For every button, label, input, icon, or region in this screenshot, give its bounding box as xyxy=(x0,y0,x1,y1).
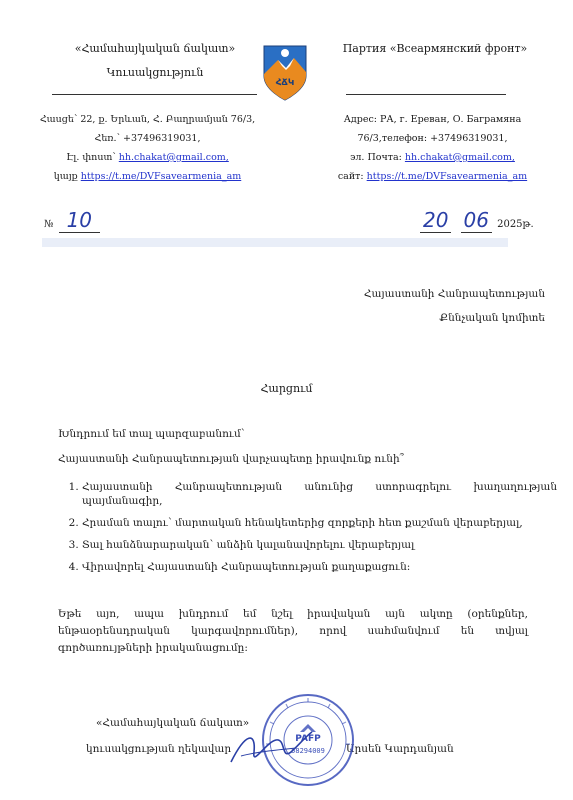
right-site-label: сайт: xyxy=(337,171,364,182)
left-email-row xyxy=(30,152,265,164)
recipient-line-2: Քննչական կոմիտե xyxy=(439,312,545,324)
divider-band xyxy=(42,238,508,247)
right-email-label: эл. Почта: xyxy=(350,152,402,163)
logo-text: ՀՃԿ xyxy=(275,78,295,88)
left-phone: Հեռ.՝ +37496319031, xyxy=(94,133,201,144)
doc-date-day: 20 xyxy=(420,208,451,233)
doc-number-value: 10 xyxy=(59,208,100,233)
handwritten-signature xyxy=(226,722,316,772)
right-address: Адрес: РА, г. Ереван, О. Баграмяна xyxy=(343,114,522,125)
doc-date-month: 06 xyxy=(461,208,492,233)
left-site-label: կայք xyxy=(53,171,78,182)
intro-line-1: Խնդրում եմ տալ պարզաբանում՝ xyxy=(58,428,245,440)
signature-title: կուսակցության ղեկավար xyxy=(86,743,232,755)
right-email-link[interactable]: hh.chakat@gmail.com, xyxy=(404,152,515,163)
list-item: 2. Հրաման տալու՝ մարտական հենակետերից զորքերի հետ քաշման վերաբերյալ, xyxy=(82,516,557,530)
signature-org: «Համահայկական ճակատ» xyxy=(96,717,250,729)
right-email-row xyxy=(315,152,550,164)
left-address: Հասցե՝ 22, ք. Երևան, Հ. Բաղրամյան 76/3, xyxy=(39,114,256,125)
left-site-row xyxy=(30,171,265,183)
right-phone: 76/3,телефон: +37496319031, xyxy=(357,133,508,144)
list-item: 4. Վիրավորել Հայաստանի Հանրապետության քաղաքացուն: xyxy=(82,560,557,574)
left-org-subtitle: Կուսակցություն xyxy=(106,66,204,79)
stamp-number: 58294009 xyxy=(291,747,325,755)
recipient-line-1: Հայաստանի Հանրապետության xyxy=(363,288,545,300)
list-item: 1. Հայաստանի Հանրապետության անունից ստորագրելու խաղաղության պայմանագիր, xyxy=(82,480,557,508)
list-item: 3. Տալ հանձնարարական՝ անձին կալանավորելու վերաբերյալ xyxy=(82,538,557,552)
right-header-rule xyxy=(346,94,506,95)
right-site-link[interactable]: https://t.me/DVFsavearmenia_am xyxy=(366,171,528,182)
left-email-label: Էլ. փոստ՝ xyxy=(66,152,116,163)
request-list xyxy=(52,480,557,582)
left-site-link[interactable]: https://t.me/DVFsavearmenia_am xyxy=(80,171,242,182)
signature-name: Արսեն Կարդանյան xyxy=(346,743,454,755)
closing-paragraph: Եթե այո, ապա խնդրում եմ նշել իրավական այն ակտը (օրենքներ, ենթաօրենսդրական կարգավորումներ), որով սահմանվում են տվյալ գործառույթների իրականացումը: xyxy=(58,608,528,654)
left-contacts xyxy=(30,114,265,183)
doc-date-year: 2025թ. xyxy=(497,219,534,230)
doc-number-label: № xyxy=(44,219,54,230)
party-logo xyxy=(260,42,310,102)
stamp-center-text: PAFP xyxy=(295,734,321,744)
right-contacts xyxy=(315,114,550,183)
right-site-row xyxy=(315,171,550,183)
intro-line-2: Հայաստանի Հանրապետության վարչապետը իրավունք ունի՞ xyxy=(58,453,404,465)
left-email-link[interactable]: hh.chakat@gmail.com, xyxy=(118,152,229,163)
doc-date xyxy=(420,208,534,232)
document-title: Հարցում xyxy=(260,382,313,395)
left-org-name: «Համահայկական ճակատ» xyxy=(74,42,236,55)
right-org-name: Партия «Всеармянский фронт» xyxy=(342,42,528,55)
left-header-rule xyxy=(52,94,257,95)
doc-number xyxy=(44,208,100,232)
